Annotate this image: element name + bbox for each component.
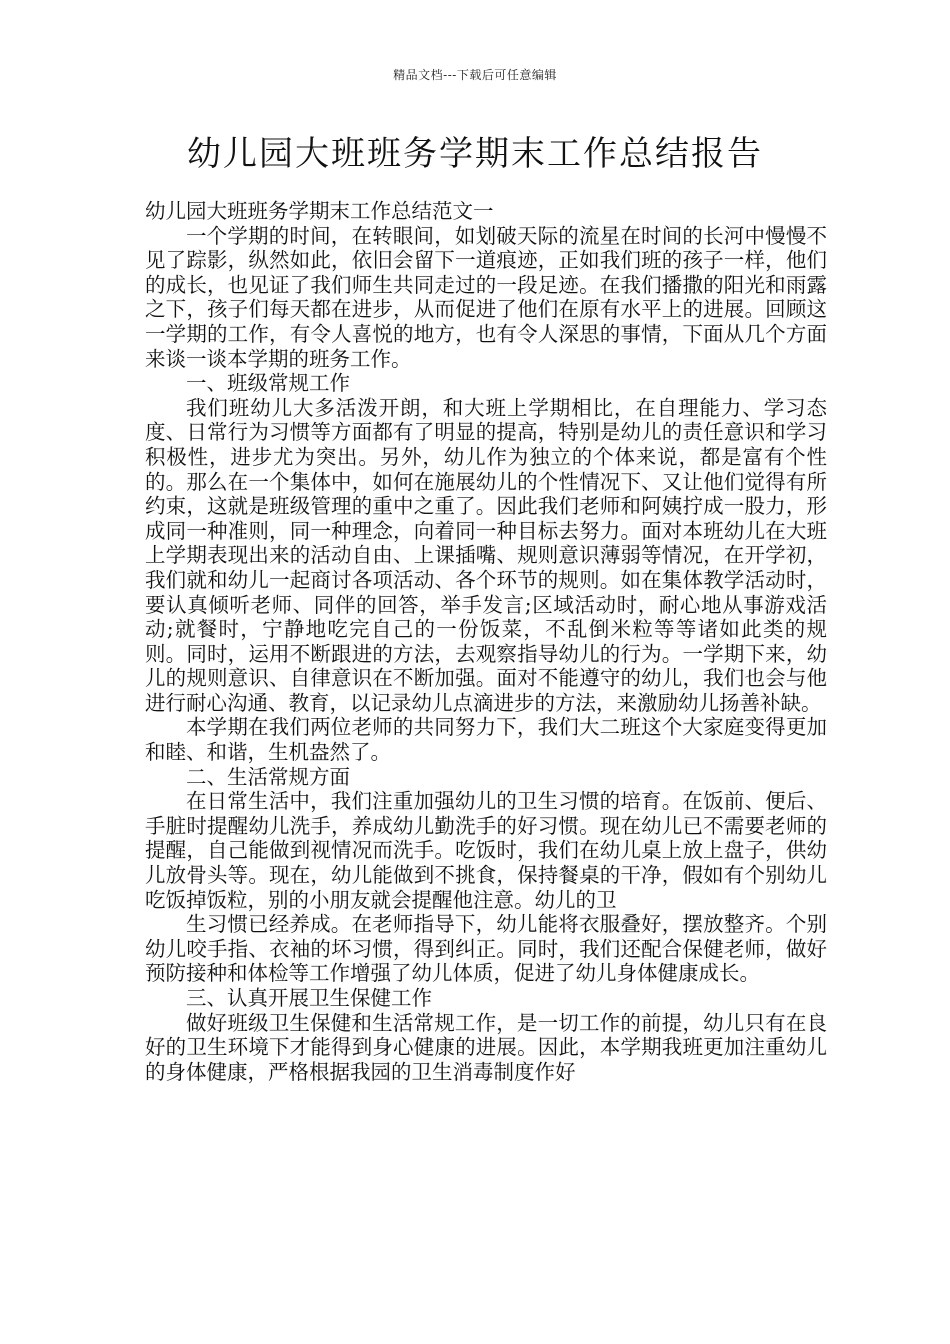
paragraph: 生习惯已经养成。在老师指导下，幼儿能将衣服叠好，摆放整齐。个别幼儿咬手指、衣袖的坏习惯，得到纠正。同时，我们还配合保健老师，做好预防接种和体检等工作增强了幼儿体质，促进了幼儿身体健康成长。 xyxy=(145,912,827,986)
document-title: 幼儿园大班班务学期末工作总结报告 xyxy=(187,134,763,174)
paragraph: 本学期在我们两位老师的共同努力下，我们大二班这个大家庭变得更加和睦、和谐，生机盎然了。 xyxy=(145,715,827,765)
document-body xyxy=(145,199,827,1084)
section-heading: 二、生活常规方面 xyxy=(186,764,350,789)
paragraph: 在日常生活中，我们注重加强幼儿的卫生习惯的培育。在饭前、便后、手脏时提醒幼儿洗手，养成幼儿勤洗手的好习惯。现在幼儿已不需要老师的提醒，自己能做到视情况而洗手。吃饭时，我们在幼儿桌上放上盘子，供幼儿放骨头等。现在，幼儿能做到不挑食，保持餐桌的干净，假如有个别幼儿吃饭掉饭粒，别的小朋友就会提醒他注意。幼儿的卫 xyxy=(145,789,827,912)
section-heading: 三、认真开展卫生保健工作 xyxy=(186,986,432,1010)
section-heading: 一、班级常规工作 xyxy=(186,371,350,396)
document-subtitle: 幼儿园大班班务学期末工作总结范文一 xyxy=(145,199,494,223)
paragraph: 一个学期的时间，在转眼间，如划破天际的流星在时间的长河中慢慢不见了踪影，纵然如此，依旧会留下一道痕迹，正如我们班的孩子一样，他们的成长，也见证了我们师生共同走过的一段足迹。在我们播撒的阳光和雨露之下，孩子们每天都在进步，从而促进了他们在原有水平上的进展。回顾这一学期的工作，有令人喜悦的地方，也有令人深思的事情，下面从几个方面来谈一谈本学期的班务工作。 xyxy=(145,223,827,371)
paragraph: 我们班幼儿大多活泼开朗，和大班上学期相比，在自理能力、学习态度、日常行为习惯等方面都有了明显的提高，特别是幼儿的责任意识和学习积极性，进步尤为突出。另外，幼儿作为独立的个体来说，都是富有个性的。那么在一个集体中，如何在施展幼儿的个性情况下、又让他们觉得有所约束，这就是班级管理的重中之重了。因此我们老师和阿姨拧成一股力，形成同一种准则，同一种理念，向着同一种目标去努力。面对本班幼儿在大班上学期表现出来的活动自由、上课插嘴、规则意识薄弱等情况，在开学初，我们就和幼儿一起商讨各项活动、各个环节的规则。如在集体教学活动时，要认真倾听老师、同伴的回答，举手发言;区域活动时，耐心地从事游戏活动;就餐时，宁静地吃完自己的一份饭菜，不乱倒米粒等等诸如此类的规则。同时，运用不断跟进的方法，去观察指导幼儿的行为。一学期下来，幼儿的规则意识、自律意识在不断加强。面对不能遵守的幼儿，我们也会与他进行耐心沟通、教育，以记录幼儿点滴进步的方法，来激励幼儿扬善补缺。 xyxy=(145,395,827,715)
paragraph: 做好班级卫生保健和生活常规工作，是一切工作的前提，幼儿只有在良好的卫生环境下才能得到身心健康的进展。因此，本学期我班更加注重幼儿的身体健康，严格根据我园的卫生消毒制度作好 xyxy=(145,1010,827,1084)
header-note: 精品文档---下载后可任意编辑 xyxy=(393,68,557,82)
